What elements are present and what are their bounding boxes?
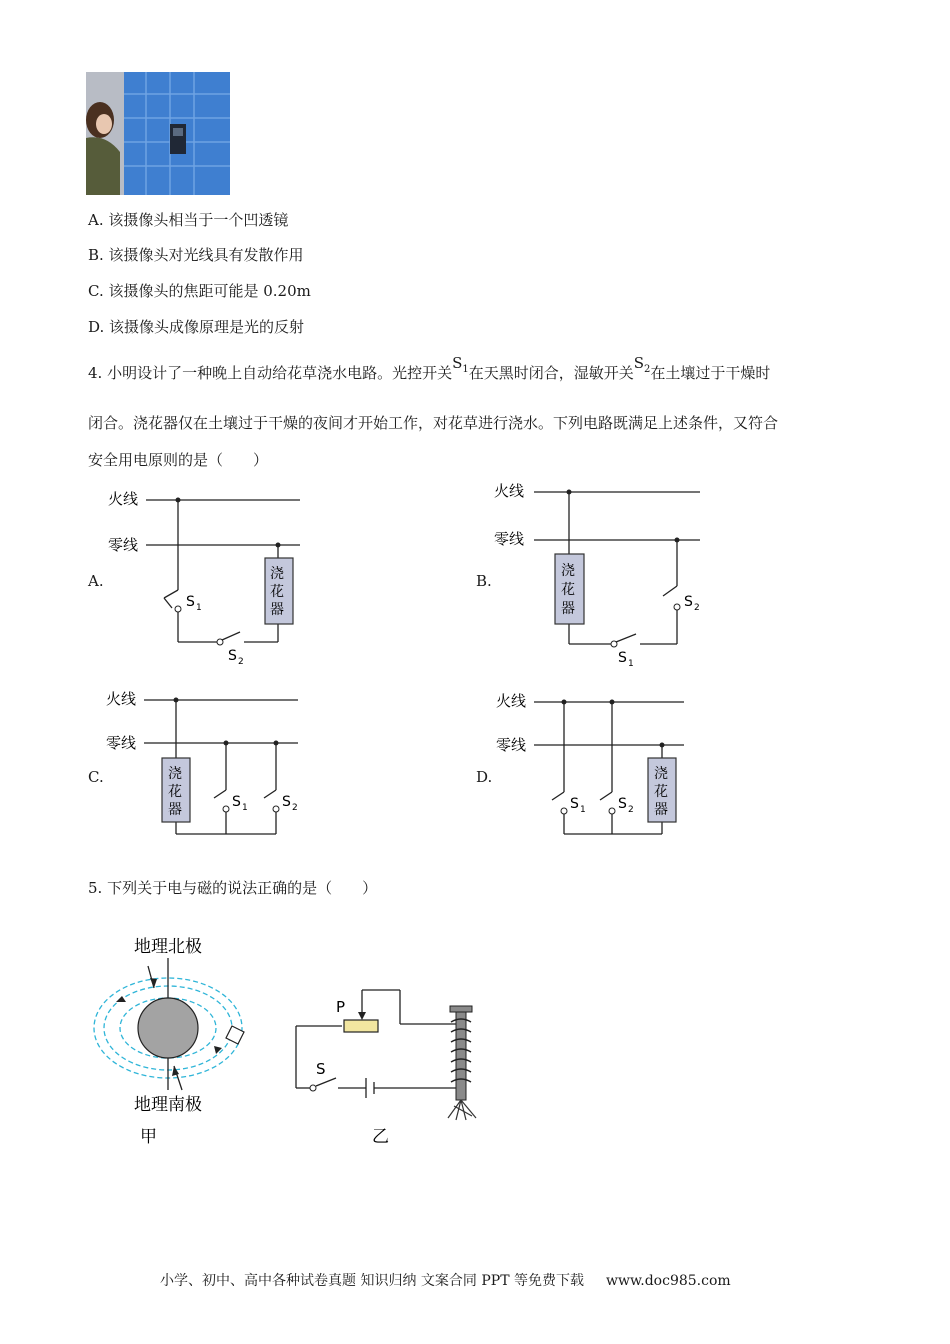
q5-stem: 5. 下列关于电与磁的说法正确的是（ ） xyxy=(88,879,378,897)
svg-text:2: 2 xyxy=(694,603,700,613)
svg-text:地理北极: 地理北极 xyxy=(134,937,202,957)
svg-text:火线: 火线 xyxy=(496,692,527,710)
s1-symbol: $S_1$ xyxy=(452,354,469,375)
s2-symbol: $S_2$ xyxy=(633,354,651,375)
q3-option-d: D. 该摄像头成像原理是光的反射 xyxy=(88,318,305,336)
q4-option-a-label: A. xyxy=(88,572,104,590)
locker-photo xyxy=(86,72,230,195)
q4-stem-line3: 安全用电原则的是（ ） xyxy=(88,451,269,469)
svg-text:花: 花 xyxy=(270,584,284,600)
svg-text:S: S xyxy=(684,594,693,610)
svg-text:1: 1 xyxy=(628,659,634,669)
q4-stem-line1: 4. 小明设计了一种晚上自动给花草浇水电路。光控开关$S_1$在天黑时闭合，湿敏开关$S_2$在土壤过于干燥时 xyxy=(88,354,771,382)
svg-text:S: S xyxy=(570,796,579,812)
circuit-a xyxy=(100,482,310,672)
svg-text:器: 器 xyxy=(561,601,575,617)
svg-text:浇: 浇 xyxy=(270,566,284,582)
svg-text:火线: 火线 xyxy=(106,690,137,708)
svg-text:浇: 浇 xyxy=(654,766,668,782)
svg-text:花: 花 xyxy=(561,582,575,598)
svg-text:S: S xyxy=(232,794,241,810)
svg-text:乙: 乙 xyxy=(372,1127,389,1147)
figure-earth-magnetism xyxy=(86,926,266,1148)
svg-text:花: 花 xyxy=(168,784,182,800)
svg-text:花: 花 xyxy=(654,784,668,800)
svg-text:零线: 零线 xyxy=(108,536,139,554)
svg-text:地理南极: 地理南极 xyxy=(134,1095,202,1115)
svg-text:S: S xyxy=(228,648,237,664)
svg-text:S: S xyxy=(618,796,627,812)
q3-option-c: C. 该摄像头的焦距可能是 0.20m xyxy=(88,282,311,300)
svg-text:器: 器 xyxy=(270,602,284,618)
svg-text:S: S xyxy=(316,1060,326,1078)
circuit-c xyxy=(100,684,310,854)
svg-text:火线: 火线 xyxy=(494,482,525,500)
q4-option-b-label: B. xyxy=(476,572,492,590)
svg-text:零线: 零线 xyxy=(494,530,525,548)
svg-text:2: 2 xyxy=(238,657,244,667)
svg-text:零线: 零线 xyxy=(496,736,527,754)
svg-text:1: 1 xyxy=(242,803,248,813)
svg-text:P: P xyxy=(336,998,346,1016)
q4-option-d-label: D. xyxy=(476,768,493,786)
svg-text:器: 器 xyxy=(168,802,182,818)
svg-text:零线: 零线 xyxy=(106,734,137,752)
svg-text:S: S xyxy=(282,794,291,810)
svg-text:浇: 浇 xyxy=(168,766,182,782)
svg-text:2: 2 xyxy=(628,805,634,815)
svg-text:甲: 甲 xyxy=(140,1127,157,1147)
svg-text:浇: 浇 xyxy=(561,563,575,579)
circuit-b xyxy=(490,474,710,674)
svg-text:2: 2 xyxy=(292,803,298,813)
svg-text:S: S xyxy=(618,650,627,666)
q3-option-b: B. 该摄像头对光线具有发散作用 xyxy=(88,246,304,264)
page-footer xyxy=(160,1270,731,1290)
svg-text:S: S xyxy=(186,594,195,610)
svg-text:器: 器 xyxy=(654,802,668,818)
footer-link[interactable]: www.doc985.com xyxy=(605,1273,731,1289)
svg-text:1: 1 xyxy=(196,603,202,613)
q3-option-a: A. 该摄像头相当于一个凹透镜 xyxy=(88,211,289,229)
q4-stem-line2: 闭合。浇花器仅在土壤过于干燥的夜间才开始工作，对花草进行浇水。下列电路既满足上述条件，又符合 xyxy=(88,414,779,432)
figure-electromagnet xyxy=(286,966,486,1148)
svg-text:火线: 火线 xyxy=(108,490,139,508)
circuit-d xyxy=(490,684,700,854)
footer-text: 小学、初中、高中各种试卷真题 知识归纳 文案合同 PPT 等免费下载 xyxy=(160,1273,584,1289)
q4-option-c-label: C. xyxy=(88,768,104,786)
svg-text:1: 1 xyxy=(580,805,586,815)
